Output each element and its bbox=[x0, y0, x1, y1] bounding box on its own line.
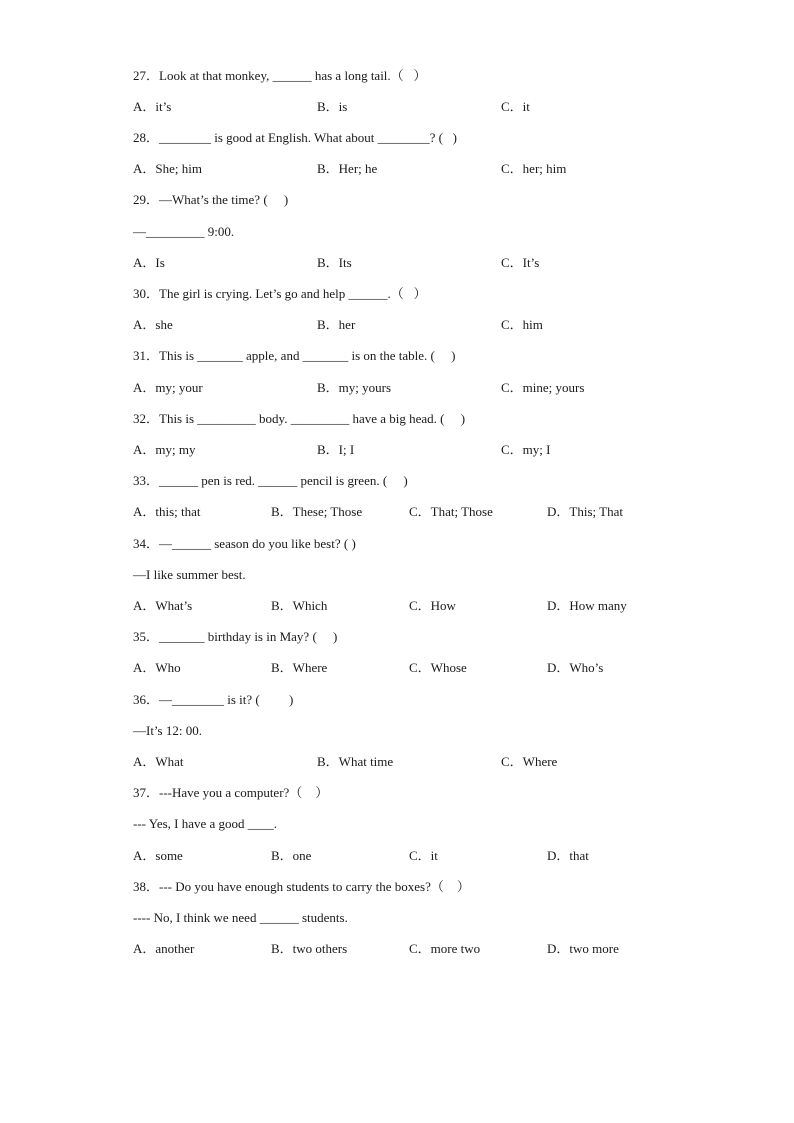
question-28-stem: 28．________ is good at English. What about ________? ( ) bbox=[133, 130, 458, 145]
question-35-option-b: B．Where bbox=[271, 660, 328, 675]
question-29-stem: 29．—What’s the time? ( ) bbox=[133, 192, 289, 207]
question-37-stem: 37．---Have you a computer?（ ） bbox=[133, 785, 329, 800]
question-37-option-b: B．one bbox=[271, 848, 312, 863]
question-34-stem: 34．—______ season do you like best? ( ) bbox=[133, 536, 356, 551]
question-35-stem: 35．_______ birthday is in May? ( ) bbox=[133, 629, 338, 644]
question-28-option-b: B．Her; he bbox=[317, 161, 378, 176]
question-27-option-c: C．it bbox=[501, 99, 530, 114]
question-31-option-b: B．my; yours bbox=[317, 380, 392, 395]
question-37-response: --- Yes, I have a good ____. bbox=[133, 816, 278, 831]
question-36-response: —It’s 12: 00. bbox=[133, 723, 202, 738]
question-31-stem: 31．This is _______ apple, and _______ is on the table. ( ) bbox=[133, 348, 456, 363]
question-37-option-a: A．some bbox=[133, 848, 183, 863]
question-35-option-d: D．Who’s bbox=[547, 660, 604, 675]
question-33-option-c: C．That; Those bbox=[409, 504, 493, 519]
question-37-option-d: D．that bbox=[547, 848, 589, 863]
question-38-option-b: B．two others bbox=[271, 941, 348, 956]
question-34-response: —I like summer best. bbox=[133, 567, 246, 582]
question-32-option-c: C．my; I bbox=[501, 442, 551, 457]
question-35-option-c: C．Whose bbox=[409, 660, 467, 675]
question-27-stem: 27．Look at that monkey, ______ has a long tail.（ ） bbox=[133, 68, 427, 83]
question-33-option-b: B．These; Those bbox=[271, 504, 363, 519]
question-29-option-b: B．Its bbox=[317, 255, 352, 270]
question-38-option-d: D．two more bbox=[547, 941, 619, 956]
question-29-response: —_________ 9:00. bbox=[133, 224, 235, 239]
question-28-option-c: C．her; him bbox=[501, 161, 567, 176]
question-27-option-a: A．it’s bbox=[133, 99, 172, 114]
question-36-option-a: A．What bbox=[133, 754, 184, 769]
question-38-option-a: A．another bbox=[133, 941, 195, 956]
question-32-stem: 32．This is _________ body. _________ have a big head. ( ) bbox=[133, 411, 466, 426]
question-30-stem: 30．The girl is crying. Let’s go and help ______.（ ） bbox=[133, 286, 427, 301]
question-31-option-a: A．my; your bbox=[133, 380, 203, 395]
question-38-option-c: C．more two bbox=[409, 941, 481, 956]
question-30-option-a: A．she bbox=[133, 317, 173, 332]
question-34-option-a: A．What’s bbox=[133, 598, 193, 613]
question-33-option-d: D．This; That bbox=[547, 504, 623, 519]
question-38-stem: 38．--- Do you have enough students to carry the boxes?（ ） bbox=[133, 879, 470, 894]
question-34-option-d: D．How many bbox=[547, 598, 627, 613]
question-27-option-b: B．is bbox=[317, 99, 348, 114]
question-38-response: ---- No, I think we need ______ students. bbox=[133, 910, 348, 925]
question-34-option-b: B．Which bbox=[271, 598, 328, 613]
question-28-option-a: A．She; him bbox=[133, 161, 202, 176]
question-35-option-a: A．Who bbox=[133, 660, 181, 675]
question-30-option-b: B．her bbox=[317, 317, 356, 332]
question-32-option-b: B．I; I bbox=[317, 442, 355, 457]
question-36-option-b: B．What time bbox=[317, 754, 394, 769]
question-36-stem: 36．—________ is it? ( ) bbox=[133, 692, 294, 707]
question-33-stem: 33．______ pen is red. ______ pencil is green. ( ) bbox=[133, 473, 408, 488]
question-29-option-a: A．Is bbox=[133, 255, 165, 270]
question-31-option-c: C．mine; yours bbox=[501, 380, 585, 395]
question-34-option-c: C．How bbox=[409, 598, 456, 613]
question-33-option-a: A．this; that bbox=[133, 504, 201, 519]
question-37-option-c: C．it bbox=[409, 848, 438, 863]
question-32-option-a: A．my; my bbox=[133, 442, 196, 457]
question-36-option-c: C．Where bbox=[501, 754, 558, 769]
question-29-option-c: C．It’s bbox=[501, 255, 540, 270]
question-30-option-c: C．him bbox=[501, 317, 543, 332]
